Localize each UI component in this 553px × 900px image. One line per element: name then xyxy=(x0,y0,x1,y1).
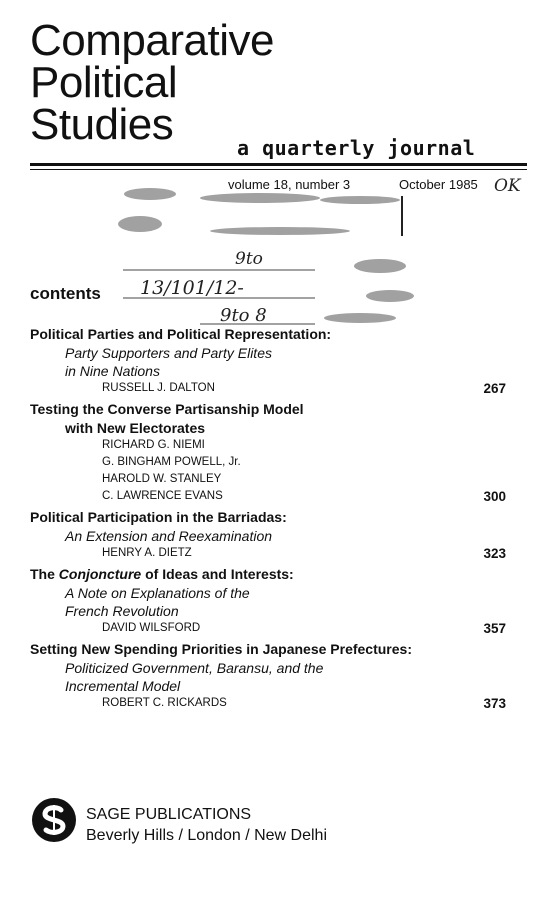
article-title-italic: Conjoncture xyxy=(58,566,142,582)
toc-entry xyxy=(30,325,510,397)
article-author: RICHARD G. NIEMI xyxy=(102,439,205,451)
toc-entry xyxy=(30,565,510,637)
masthead-line-2: Political xyxy=(30,58,178,107)
masthead-rule-thin xyxy=(30,169,527,170)
article-author: DAVID WILSFORD xyxy=(102,622,201,634)
page-number: 323 xyxy=(483,546,506,561)
article-title: Testing the Converse Partisanship Model xyxy=(30,401,304,417)
library-stamp xyxy=(110,186,430,326)
toc-entry xyxy=(30,508,510,562)
article-title-post: of Ideas and Interests: xyxy=(141,566,294,582)
author-row xyxy=(30,620,510,637)
page-number: 300 xyxy=(483,489,506,504)
article-author: G. BINGHAM POWELL, Jr. xyxy=(102,456,241,468)
publisher-name: SAGE PUBLICATIONS xyxy=(86,806,252,823)
sage-logo-icon xyxy=(30,796,78,844)
toc-entry xyxy=(30,640,510,712)
article-title xyxy=(30,565,510,584)
masthead-line-3: Studies xyxy=(30,100,174,149)
journal-tagline: a quarterly journal xyxy=(237,136,476,160)
masthead-line-1: Comparative xyxy=(30,16,274,65)
issue-date: October 1985 xyxy=(399,177,478,192)
article-subtitle: A Note on Explanations of the xyxy=(65,585,250,601)
contents-heading: contents xyxy=(30,284,101,303)
article-subtitle: French Revolution xyxy=(65,603,179,619)
article-author: HENRY A. DIETZ xyxy=(102,547,192,559)
toc-entry xyxy=(30,400,510,505)
journal-masthead xyxy=(30,16,274,149)
author-row xyxy=(30,454,510,471)
author-row xyxy=(30,471,510,488)
article-author: C. LAWRENCE EVANS xyxy=(102,490,223,502)
handwritten-note: OK xyxy=(494,176,521,196)
author-row xyxy=(30,488,510,505)
article-subtitle: Politicized Government, Baransu, and the xyxy=(65,660,324,676)
author-row xyxy=(30,437,510,454)
article-author: RUSSELL J. DALTON xyxy=(102,382,215,394)
article-title: Setting New Spending Priorities in Japanese Prefectures: xyxy=(30,641,412,657)
stamp-handwriting-1: 9to xyxy=(235,249,263,269)
article-subtitle: An Extension and Reexamination xyxy=(65,528,273,544)
issue-volume: volume 18, number 3 xyxy=(228,177,351,192)
stamp-handwriting-2: 13/101/12- xyxy=(140,277,244,299)
stamp-smudge xyxy=(118,188,414,323)
article-title: Political Parties and Political Representation: xyxy=(30,326,332,342)
author-row xyxy=(30,695,510,712)
article-subtitle: Incremental Model xyxy=(65,678,181,694)
table-of-contents xyxy=(30,325,510,715)
page-number: 373 xyxy=(483,696,506,711)
article-title-pre: The xyxy=(30,566,59,582)
author-row xyxy=(30,380,510,397)
article-subtitle: with New Electorates xyxy=(65,420,206,436)
publisher-cities: Beverly Hills / London / New Delhi xyxy=(86,827,327,844)
page-number: 357 xyxy=(483,621,506,636)
masthead-rule-thick xyxy=(30,163,527,166)
article-author: HAROLD W. STANLEY xyxy=(102,473,222,485)
stamp-handwriting-3: 9to 8 xyxy=(220,305,267,326)
article-title: Political Participation in the Barriadas: xyxy=(30,509,287,525)
article-subtitle: Party Supporters and Party Elites xyxy=(65,345,272,361)
article-subtitle: in Nine Nations xyxy=(65,363,160,379)
page-number: 267 xyxy=(483,381,506,396)
author-row xyxy=(30,545,510,562)
article-author: ROBERT C. RICKARDS xyxy=(102,697,227,709)
